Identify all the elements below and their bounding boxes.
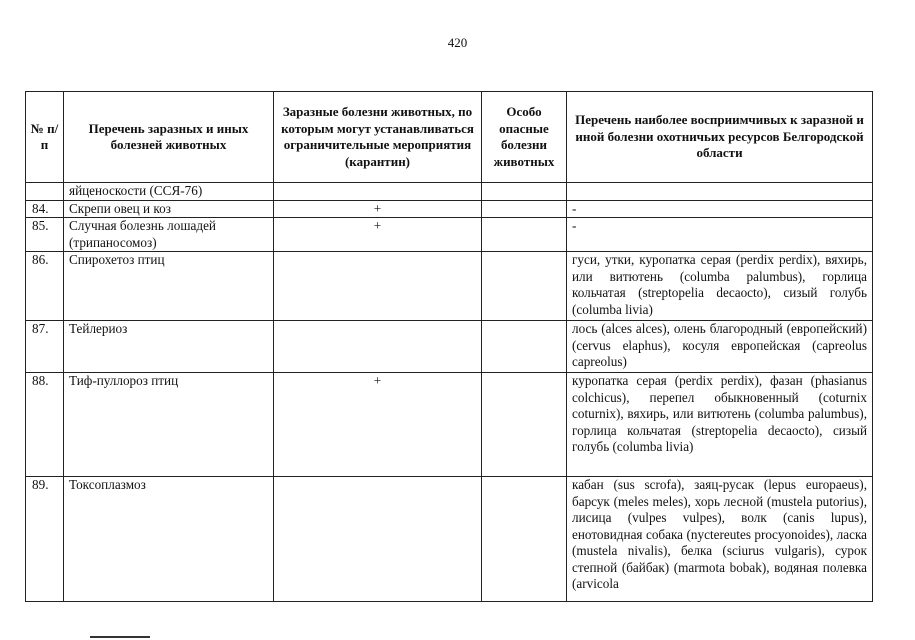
- table-row: [26, 183, 873, 201]
- row-species: гуси, утки, куропатка серая (perdix perdix), вяхирь, или витютень (columba palumbus), горлица кольчатая (streptopelia decaocto), сизый голубь (columba livia): [567, 252, 873, 321]
- row-quarantine: +: [274, 373, 482, 477]
- header-number: № п/п: [26, 92, 64, 183]
- row-number: 86.: [26, 252, 64, 321]
- diseases-table: [25, 91, 873, 602]
- row-species: [567, 183, 873, 201]
- row-species: кабан (sus scrofa), заяц-русак (lepus europaeus), барсук (meles meles), хорь лесной (mustela putorius), лисица (vulpes vulpes), волк (canis lupus), енотовидная собака (nyctereutes procyonoides), ласка (mustela nivalis), белка (sciurus vulgaris), сурок степной (байбак) (marmota bobak), водяная полевка (arvicola: [572, 477, 867, 591]
- page-number: 420: [447, 35, 468, 50]
- row-number: 87.: [26, 321, 64, 373]
- table-header-row: [26, 92, 873, 183]
- row-disease: яйценоскости (ССЯ-76): [64, 183, 274, 201]
- row-disease: Спирохетоз птиц: [64, 252, 274, 321]
- row-species-cell: [567, 477, 873, 602]
- table-row: [26, 321, 873, 373]
- row-quarantine: [274, 183, 482, 201]
- header-dangerous: Особо опасные болезни животных: [482, 92, 567, 183]
- row-dangerous: [482, 183, 567, 201]
- row-quarantine: [274, 252, 482, 321]
- row-number: 84.: [26, 200, 64, 218]
- row-number: 88.: [26, 373, 64, 477]
- header-species: Перечень наиболее восприимчивых к заразной и иной болезни охотничьих ресурсов Белгородской области: [567, 92, 873, 183]
- row-number: [26, 183, 64, 201]
- table-row: [26, 373, 873, 477]
- row-dangerous: [482, 373, 567, 477]
- row-disease: Тейлериоз: [64, 321, 274, 373]
- row-number: 89.: [26, 477, 64, 602]
- table-row: [26, 252, 873, 321]
- row-dangerous: [482, 321, 567, 373]
- row-dangerous: [482, 200, 567, 218]
- table-row: [26, 477, 873, 602]
- row-dangerous: [482, 252, 567, 321]
- row-disease: Тиф-пуллороз птиц: [64, 373, 274, 477]
- row-quarantine: [274, 477, 482, 602]
- header-disease: Перечень заразных и иных болезней животных: [64, 92, 274, 183]
- table-row: [26, 218, 873, 252]
- row-species: куропатка серая (perdix perdix), фазан (phasianus colchicus), перепел обыкновенный (coturnix coturnix), вяхирь, или витютень (columba palumbus), горлица кольчатая (streptopelia decaocto), сизый голубь (columba livia): [567, 373, 873, 477]
- table-row: [26, 200, 873, 218]
- row-disease: Случная болезнь лошадей (трипаносомоз): [64, 218, 274, 252]
- scan-mark: [90, 636, 150, 638]
- row-quarantine: +: [274, 200, 482, 218]
- row-quarantine: +: [274, 218, 482, 252]
- row-dangerous: [482, 477, 567, 602]
- row-quarantine: [274, 321, 482, 373]
- row-dangerous: [482, 218, 567, 252]
- row-species: -: [567, 218, 873, 252]
- row-disease: Токсоплазмоз: [64, 477, 274, 602]
- header-quarantine: Заразные болезни животных, по которым могут устанавливаться ограничительные мероприятия (карантин): [274, 92, 482, 183]
- row-species: лось (alces alces), олень благородный (европейский) (cervus elaphus), косуля европейская (capreolus capreolus): [567, 321, 873, 373]
- row-disease: Скрепи овец и коз: [64, 200, 274, 218]
- row-species: -: [567, 200, 873, 218]
- row-number: 85.: [26, 218, 64, 252]
